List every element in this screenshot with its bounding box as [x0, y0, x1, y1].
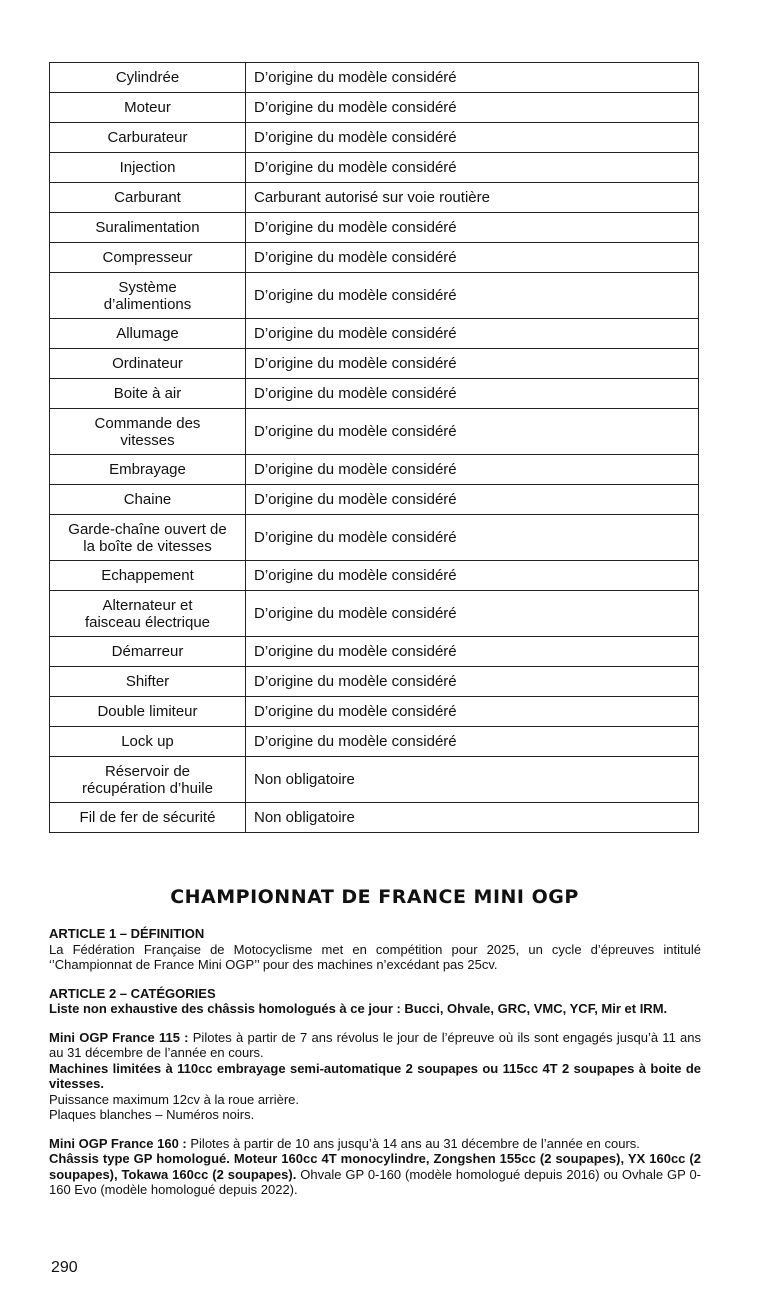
mini-160-ohvale: Ohvale GP 0-160 (modèle homologué depuis 2016) ou Ovhale GP 0-160 Evo (modèle homologué depuis 2022). [49, 1166, 702, 1197]
mini-115-machines: Machines limitées à 110cc embrayage semi-automatique 2 soupapes ou 115cc 4T 2 soupapes à boite de vitesses. [49, 1060, 701, 1091]
spec-value: D’origine du modèle considéré [246, 409, 699, 455]
spec-item: Carburant [50, 183, 246, 213]
mini-115-text: Pilotes à partir de 7 ans révolus le jour de l’épreuve où ils sont engagés jusqu’à 11 ans au 31 décembre de l’année en cours. [49, 1029, 701, 1060]
spec-item-line: d’alimentions [103, 295, 192, 313]
table-row [50, 123, 699, 153]
table-row [50, 243, 699, 273]
table-row [50, 455, 699, 485]
spec-item: Shifter [50, 667, 246, 697]
spec-item-line: vitesses [120, 431, 175, 449]
table-row [50, 63, 699, 93]
article-2-text: Liste non exhaustive des châssis homologués à ce jour : Bucci, Ohvale, GRC, VMC, YCF, Mir et IRM. [49, 1001, 668, 1016]
spec-value: D’origine du modèle considéré [246, 591, 699, 637]
spec-value: Non obligatoire [246, 757, 699, 803]
mini-115-plates: Plaques blanches – Numéros noirs. [49, 1107, 255, 1122]
spec-value: D’origine du modèle considéré [246, 379, 699, 409]
spec-item: Démarreur [50, 637, 246, 667]
spec-value: D’origine du modèle considéré [246, 93, 699, 123]
mini-115-power: Puissance maximum 12cv à la roue arrière. [49, 1091, 299, 1107]
spec-item: Compresseur [50, 243, 246, 273]
page-number: 290 [51, 1259, 78, 1276]
mini-160-chassis: Châssis type GP homologué. Moteur 160cc 4T monocylindre, Zongshen 155cc (2 soupapes), YX 160cc (2 soupapes), Tokawa 160cc (2 soupapes). [49, 1151, 701, 1182]
spec-item: Ordinateur [50, 349, 246, 379]
spec-item: Echappement [50, 561, 246, 591]
spec-value: D’origine du modèle considéré [246, 243, 699, 273]
spec-value: D’origine du modèle considéré [246, 561, 699, 591]
spec-value: D’origine du modèle considéré [246, 63, 699, 93]
spec-value: D’origine du modèle considéré [246, 667, 699, 697]
spec-item: Cylindrée [50, 63, 246, 93]
spec-item-line: la boîte de vitesses [83, 537, 212, 555]
spec-item: Moteur [50, 93, 246, 123]
table-row [50, 213, 699, 243]
spec-value: D’origine du modèle considéré [246, 273, 699, 319]
spec-item: Injection [50, 153, 246, 183]
spec-value: D’origine du modèle considéré [246, 697, 699, 727]
spec-item: Fil de fer de sécurité [50, 803, 246, 833]
spec-item-line: récupération d’huile [82, 779, 213, 797]
table-row [50, 379, 699, 409]
table-row [50, 153, 699, 183]
spec-value: D’origine du modèle considéré [246, 319, 699, 349]
spec-item [50, 757, 246, 803]
spec-item [50, 591, 246, 637]
table-row [50, 637, 699, 667]
spec-item-line: Réservoir de [104, 762, 191, 780]
specifications-table [49, 62, 699, 833]
article-1-text: La Fédération Française de Motocyclisme met en compétition pour 2025, un cycle d’épreuves intitulé ‘’Championnat de France Mini OGP’’ pour des machines n’excédant pas 25cv. [49, 941, 701, 972]
table-row [50, 93, 699, 123]
spec-item [50, 273, 246, 319]
table-row [50, 273, 699, 319]
table-row [50, 757, 699, 803]
section-title: CHAMPIONNAT DE FRANCE MINI OGP [170, 886, 579, 908]
mini-160-chassis-paragraph [49, 1151, 701, 1198]
table-row [50, 319, 699, 349]
table-row [50, 561, 699, 591]
mini-160-text: Pilotes à partir de 10 ans jusqu’à 14 ans au 31 décembre de l’année en cours. [186, 1135, 640, 1151]
spec-item: Lock up [50, 727, 246, 757]
spec-item-line: Commande des [94, 414, 201, 432]
table-row [50, 349, 699, 379]
mini-115-paragraph [49, 1030, 701, 1061]
spec-value: D’origine du modèle considéré [246, 727, 699, 757]
mini-115-label: Mini OGP France 115 : [49, 1029, 189, 1045]
spec-item-line: Alternateur et [102, 596, 193, 614]
table-row [50, 515, 699, 561]
spec-item: Boite à air [50, 379, 246, 409]
spec-item: Embrayage [50, 455, 246, 485]
mini-160-paragraph [49, 1136, 701, 1152]
article-1-heading: ARTICLE 1 – DÉFINITION [49, 926, 205, 941]
spec-value: D’origine du modèle considéré [246, 349, 699, 379]
spec-value: D’origine du modèle considéré [246, 637, 699, 667]
spec-value: D’origine du modèle considéré [246, 515, 699, 561]
spec-value: Carburant autorisé sur voie routière [246, 183, 699, 213]
spec-item-line: Système [118, 278, 177, 296]
spec-value: D’origine du modèle considéré [246, 153, 699, 183]
table-row [50, 485, 699, 515]
spec-item [50, 515, 246, 561]
table-row [50, 697, 699, 727]
article-2-heading: ARTICLE 2 – CATÉGORIES [49, 985, 216, 1001]
spec-value: D’origine du modèle considéré [246, 455, 699, 485]
spec-value: D’origine du modèle considéré [246, 213, 699, 243]
table-row [50, 183, 699, 213]
spec-item: Double limiteur [50, 697, 246, 727]
mini-160-label: Mini OGP France 160 : [49, 1135, 187, 1151]
spec-item: Carburateur [50, 123, 246, 153]
spec-item-line: Garde-chaîne ouvert de [68, 520, 227, 538]
table-row [50, 409, 699, 455]
spec-item: Chaine [50, 485, 246, 515]
spec-item [50, 409, 246, 455]
spec-item: Suralimentation [50, 213, 246, 243]
spec-value: D’origine du modèle considéré [246, 123, 699, 153]
regulation-text [49, 926, 701, 1198]
table-row [50, 667, 699, 697]
spec-value: Non obligatoire [246, 803, 699, 833]
spec-item-line: faisceau électrique [84, 613, 211, 631]
table-row [50, 727, 699, 757]
spec-value: D’origine du modèle considéré [246, 485, 699, 515]
spec-item: Allumage [50, 319, 246, 349]
table-row [50, 803, 699, 833]
table-row [50, 591, 699, 637]
